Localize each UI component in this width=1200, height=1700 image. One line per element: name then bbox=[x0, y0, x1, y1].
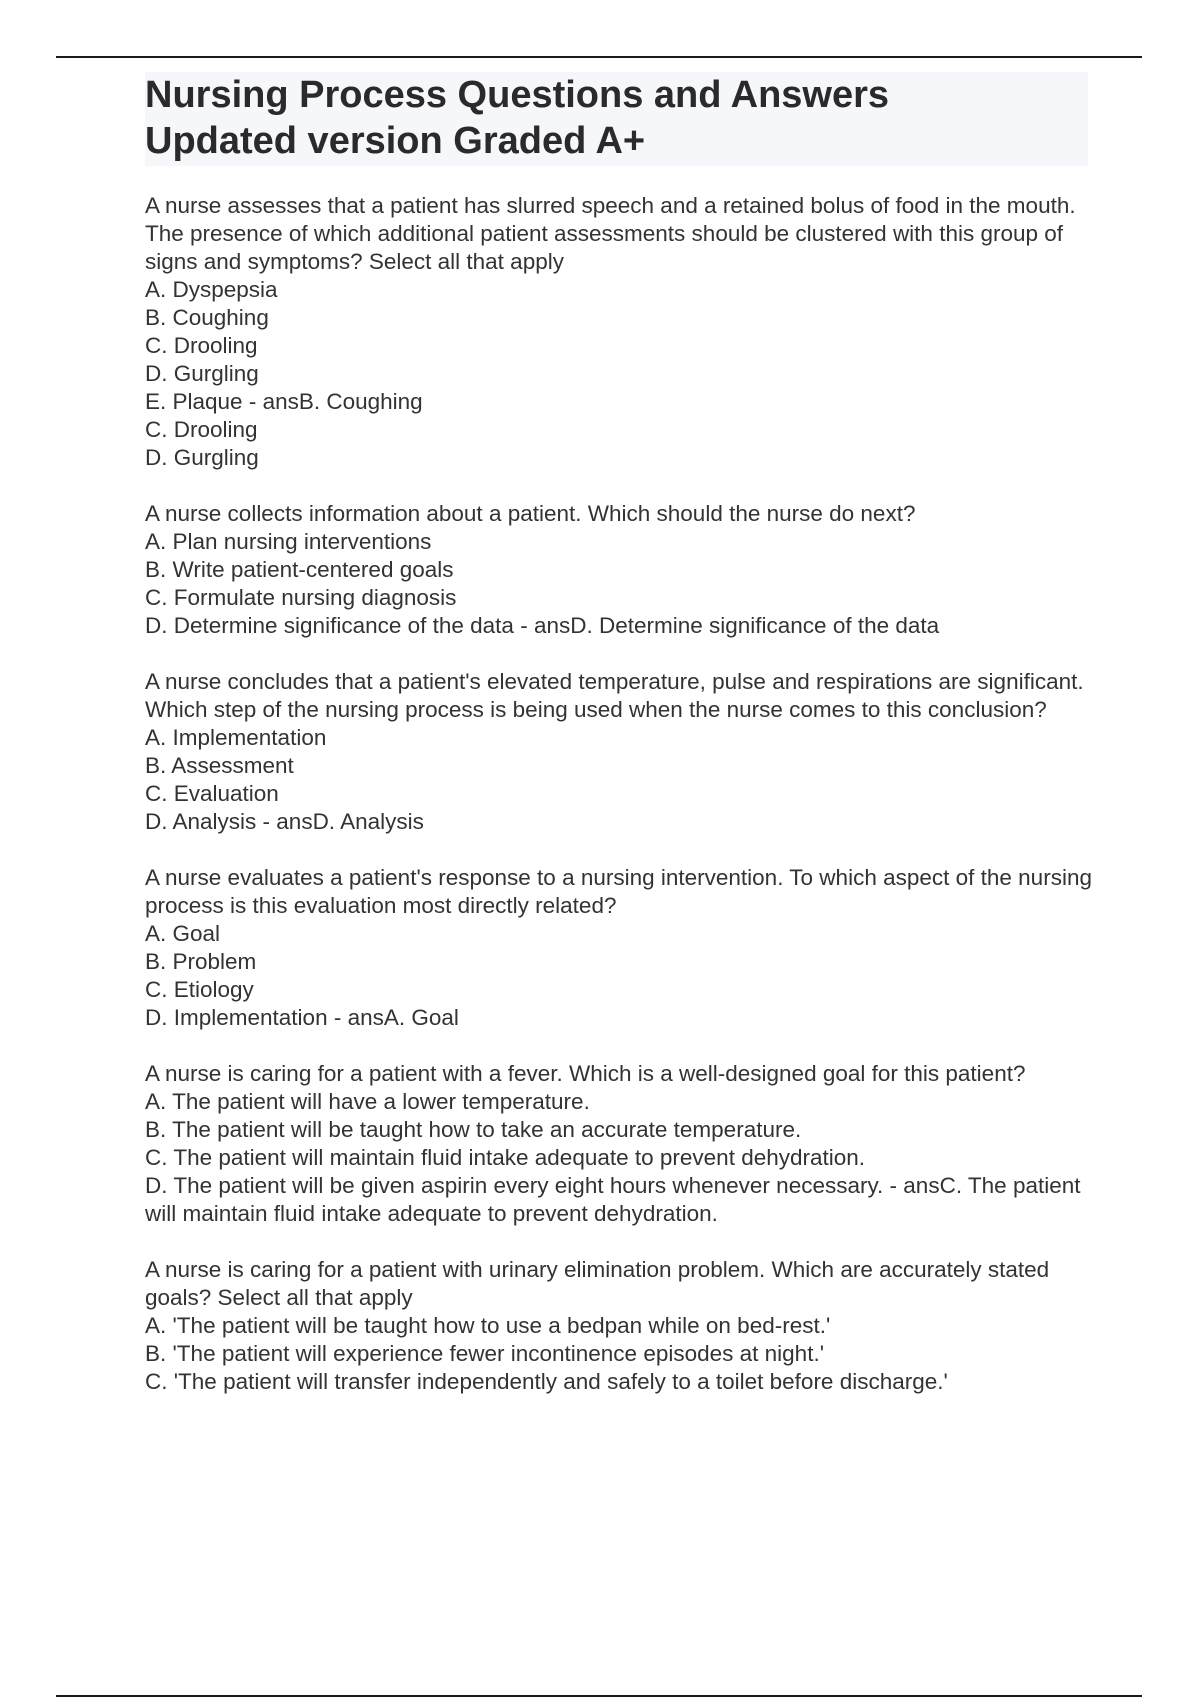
answer-line: D. Gurgling bbox=[145, 445, 259, 470]
option-line: B. Assessment bbox=[145, 753, 294, 778]
question-text: A nurse is caring for a patient with a fever. Which is a well-designed goal for this patient? bbox=[145, 1061, 1026, 1086]
option-line: A. Plan nursing interventions bbox=[145, 529, 432, 554]
question-block-1 bbox=[145, 192, 1105, 472]
page-title-line-2: Updated version Graded A+ bbox=[145, 120, 646, 162]
option-line: B. Problem bbox=[145, 949, 257, 974]
question-text: A nurse assesses that a patient has slurred speech and a retained bolus of food in the mouth. The presence of which additional patient assessments should be clustered with this group of signs and symptoms? Select all that apply bbox=[145, 193, 1076, 274]
option-line: D. Gurgling bbox=[145, 361, 259, 386]
answer-line: D. Analysis - ansD. Analysis bbox=[145, 809, 424, 834]
option-line: C. Formulate nursing diagnosis bbox=[145, 585, 457, 610]
question-text: A nurse collects information about a patient. Which should the nurse do next? bbox=[145, 501, 916, 526]
top-divider bbox=[56, 56, 1142, 58]
answer-line: D. Determine significance of the data - ansD. Determine significance of the data bbox=[145, 613, 940, 638]
question-text: A nurse evaluates a patient's response to a nursing intervention. To which aspect of the nursing process is this evaluation most directly related? bbox=[145, 865, 1092, 918]
bottom-divider bbox=[56, 1695, 1142, 1697]
question-text: A nurse is caring for a patient with urinary elimination problem. Which are accurately stated goals? Select all that apply bbox=[145, 1257, 1050, 1310]
option-line: A. Dyspepsia bbox=[145, 277, 278, 302]
question-text: A nurse concludes that a patient's elevated temperature, pulse and respirations are significant. Which step of the nursing process is being used when the nurse comes to this conclusion? bbox=[145, 669, 1084, 722]
answer-line: E. Plaque - ansB. Coughing bbox=[145, 389, 423, 414]
question-block-6 bbox=[145, 1256, 1105, 1396]
option-line: A. Goal bbox=[145, 921, 221, 946]
title-block bbox=[145, 72, 1088, 166]
option-line: B. The patient will be taught how to take an accurate temperature. bbox=[145, 1117, 802, 1142]
option-line: C. 'The patient will transfer independently and safely to a toilet before discharge.' bbox=[145, 1369, 948, 1394]
answer-line: D. Implementation - ansA. Goal bbox=[145, 1005, 459, 1030]
question-block-4 bbox=[145, 864, 1105, 1032]
option-line: A. Implementation bbox=[145, 725, 327, 750]
answer-line: C. Drooling bbox=[145, 417, 258, 442]
option-line: C. Etiology bbox=[145, 977, 254, 1002]
question-block-3 bbox=[145, 668, 1105, 836]
option-line: B. Coughing bbox=[145, 305, 269, 330]
option-line: C. Evaluation bbox=[145, 781, 279, 806]
answer-line: D. The patient will be given aspirin every eight hours whenever necessary. - ansC. The patient will maintain fluid intake adequate to prevent dehydration. bbox=[145, 1173, 1081, 1226]
option-line: C. The patient will maintain fluid intake adequate to prevent dehydration. bbox=[145, 1145, 866, 1170]
page-title-line-1: Nursing Process Questions and Answers bbox=[145, 74, 890, 116]
option-line: A. 'The patient will be taught how to use a bedpan while on bed-rest.' bbox=[145, 1313, 831, 1338]
option-line: C. Drooling bbox=[145, 333, 258, 358]
option-line: B. Write patient-centered goals bbox=[145, 557, 454, 582]
option-line: B. 'The patient will experience fewer incontinence episodes at night.' bbox=[145, 1341, 824, 1366]
option-line: A. The patient will have a lower temperature. bbox=[145, 1089, 590, 1114]
qa-content bbox=[145, 192, 1105, 1396]
question-block-2 bbox=[145, 500, 1105, 640]
question-block-5 bbox=[145, 1060, 1105, 1228]
